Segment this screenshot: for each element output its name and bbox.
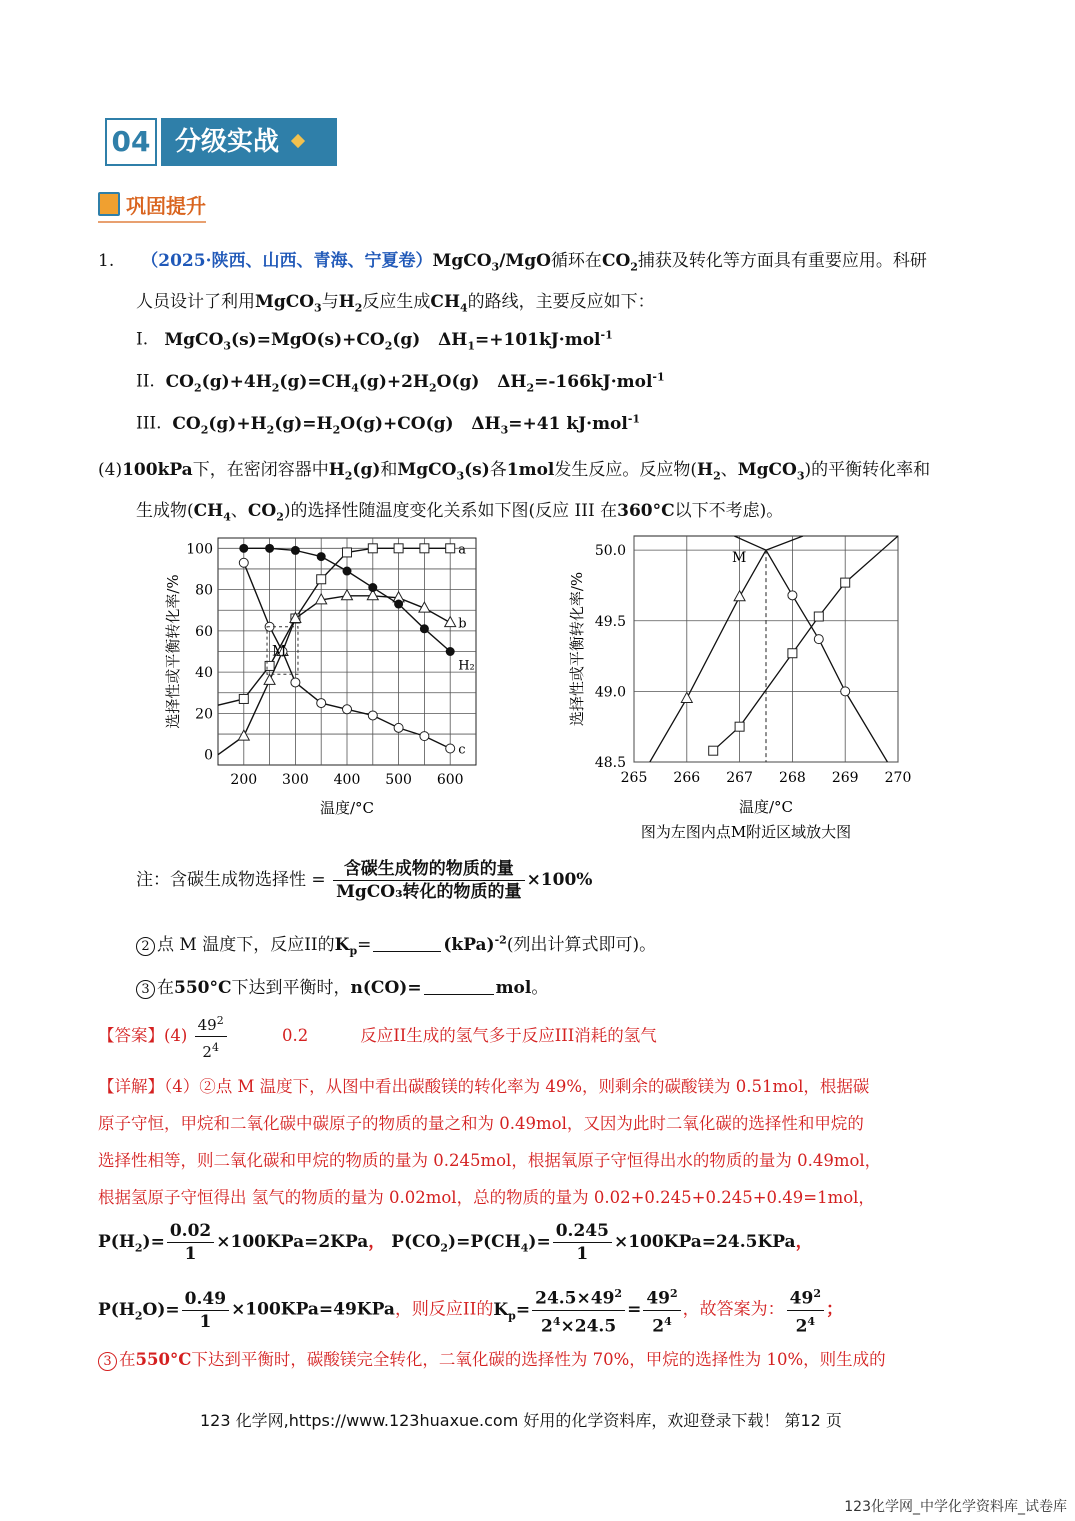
data-point [394, 544, 403, 553]
text: 360°C [617, 501, 675, 521]
answer-blank[interactable] [373, 950, 441, 952]
text: 49 [646, 1288, 670, 1309]
section-title-text: 分级实战 [175, 127, 280, 157]
annotation-m: M [272, 643, 287, 660]
y-axis-label: 选择性或平衡转化率/% [568, 571, 586, 727]
section-badge [105, 118, 335, 166]
series-label: H₂ [458, 658, 475, 674]
y-tick-label: 20 [195, 706, 213, 723]
text: 0.49 [182, 1288, 229, 1311]
data-point [266, 544, 274, 552]
text: )的选择性随温度变化关系如下图(反应 III 在 [283, 501, 618, 521]
text: 24.5×49 [535, 1288, 615, 1309]
data-point [841, 578, 850, 587]
answer-label: 【答案】(4) [98, 1026, 188, 1045]
question-source: （2025·陕西、山西、青海、宁夏卷） [141, 251, 433, 271]
text: 与 [321, 292, 339, 312]
data-point [446, 648, 454, 656]
question-line-2: 人员设计了利用MgCO$_3$与$H_2$反应生成$CH_4$的路线，主要反应如下： [136, 292, 655, 315]
data-point [265, 661, 274, 670]
series-line [650, 536, 803, 762]
y-tick-label: 60 [195, 623, 213, 640]
text: ×100KPa=24.5KPa [613, 1232, 796, 1252]
text: 下达到平衡时， [231, 978, 351, 998]
section-number: 04 [105, 118, 157, 166]
reaction-2: II. $CO_2(g)+4H_2(g)=CH_4(g)+2H_2O(g)$ $\Delta H_2=-166kJ\cdot mol^{-1}$ [136, 370, 665, 395]
note [136, 858, 592, 903]
data-point [709, 746, 718, 755]
reaction-1: I. $MgCO_3(s)=MgO(s)+CO_2(g)$ $\Delta H_1=+101kJ\cdot mol^{-1}$ [136, 328, 613, 353]
question-number: 1. [98, 251, 115, 271]
y-tick-label: 50.0 [594, 543, 626, 560]
text: 以下不考虑)。 [674, 501, 784, 521]
text: )的平衡转化率和 [804, 460, 931, 480]
data-point [395, 600, 403, 608]
reaction-label: III. [136, 413, 162, 434]
x-axis-label: 温度/°C [319, 799, 375, 817]
data-point [445, 617, 456, 627]
chart-caption: 图为左图内点M附近区域放大图 [640, 823, 852, 841]
answer-reason: 反应II生成的氢气多于反应III消耗的氢气 [360, 1026, 657, 1045]
page-footer: 123 化学网,https://www.123huaxue.com 好用的化学资料库，欢迎登录下载！ 第12 页 [200, 1411, 842, 1430]
series-label: c [458, 742, 466, 758]
x-tick-label: 200 [230, 772, 258, 788]
subheading-text: 巩固提升 [126, 194, 206, 218]
y-tick-label: 48.5 [594, 755, 626, 771]
y-tick-label: 40 [195, 665, 213, 682]
note-suffix: ×100% [526, 870, 593, 890]
data-point [368, 711, 377, 720]
detail-line-1: 【详解】（4）②点 M 温度下，从图中看出碳酸镁的转化率为 49%，则剩余的碳酸镁为 0.51mol，根据碳 [98, 1077, 870, 1096]
text: ×100KPa=49KPa [231, 1299, 395, 1320]
text: 550°C [174, 978, 232, 998]
text: 人员设计了利用 [136, 292, 255, 312]
text: 在 [157, 978, 174, 998]
text: 反应生成 [362, 292, 431, 312]
equation-pressures: $P(H_2)=$ $\frac{0.02}{1}$ ×100KPa=2KPa， $P(CO_2)=P(CH_4)=$ $\frac{0.245}{1}$ ×100KPa=24.5KPa， [98, 1221, 813, 1264]
text: 2 [202, 1043, 212, 1061]
diamond-icon [291, 134, 305, 148]
y-tick-label: 100 [186, 541, 213, 558]
reaction-label: II. [136, 371, 155, 392]
circled-number: 3 [136, 980, 155, 999]
data-point [420, 625, 428, 633]
chart-right [560, 530, 920, 850]
note-numerator: 含碳生成物的物质的量 [333, 858, 525, 881]
subheading [98, 190, 206, 223]
data-point [369, 584, 377, 592]
question-3 [136, 973, 548, 999]
text: 1mol [506, 460, 555, 480]
circled-number: 2 [136, 937, 155, 956]
text: 、 [230, 501, 248, 521]
data-point [239, 694, 248, 703]
text: 0.245 [553, 1220, 612, 1243]
y-axis-label: 选择性或平衡转化率/% [164, 574, 182, 729]
data-point [841, 687, 850, 696]
note-denominator: MgCO₃转化的物质的量 [336, 882, 522, 902]
data-point [735, 722, 744, 731]
data-point [420, 544, 429, 553]
text: 捕获及转化等方面具有重要应用。科研 [637, 251, 927, 271]
text: 550°C [135, 1350, 192, 1369]
data-point [317, 575, 326, 584]
text: 1 [184, 1244, 197, 1264]
x-tick-label: 269 [831, 770, 859, 786]
data-point [291, 678, 300, 687]
text: n(CO)= [350, 978, 422, 998]
detail-line-3: 选择性相等，则二氧化碳和甲烷的物质的量为 0.245mol，根据氧原子守恒得出水的物质的量为 0.49mol， [98, 1151, 882, 1170]
data-point [734, 591, 745, 601]
x-tick-label: 265 [620, 770, 648, 786]
section-title [161, 118, 337, 166]
text: (列出计算式即可)。 [506, 935, 657, 955]
data-point [239, 558, 248, 567]
text: 和 [380, 460, 398, 480]
data-point [317, 699, 326, 708]
data-point [394, 723, 403, 732]
x-tick-label: 500 [385, 772, 412, 788]
text: = [357, 935, 372, 955]
text: 生成物( [136, 501, 194, 521]
question-line-1: 1. （2025·陕西、山西、青海、宁夏卷）MgCO$_3$/MgO循环在$CO_2$捕获及转化等方面具有重要应用。科研 [98, 251, 927, 274]
text: 循环在 [550, 251, 602, 271]
text: mol [495, 978, 532, 998]
text: 各 [489, 460, 507, 480]
detail-line-9: 3 在550°C下达到平衡时，碳酸镁完全转化，二氧化碳的选择性为 70%，甲烷的选择性为 10%，则生成的 [98, 1346, 886, 1371]
text: 点 M 温度下，反应II的 [157, 935, 335, 955]
text: 在 [119, 1350, 136, 1369]
x-axis-label: 温度/°C [738, 798, 794, 816]
text: 2 [541, 1316, 553, 1337]
data-point [240, 544, 248, 552]
data-point [814, 635, 823, 644]
data-point [317, 553, 325, 561]
data-point [788, 649, 797, 658]
text: 0.02 [167, 1220, 214, 1243]
text: (kPa) [443, 935, 495, 955]
x-tick-label: 270 [884, 770, 912, 786]
part4-line-1: (4)100kPa下，在密闭容器中$H_2(g)$和MgCO$_3$(s)各1mol发生反应。反应物($H_2$、MgCO$_3$)的平衡转化率和 [98, 460, 931, 483]
text: 49 [789, 1288, 814, 1309]
data-point [343, 705, 352, 714]
question-2: 2 点 M 温度下，反应II的$K_p= (kPa)^{-2}$(列出计算式即可)。 [136, 930, 656, 957]
text: 下，在密闭容器中 [192, 460, 329, 480]
answer-line: 【答案】(4) $\frac{49^2}{2^4}$ 0.2 反应II生成的氢气多于反应III消耗的氢气 [98, 1010, 657, 1063]
data-point [446, 544, 455, 553]
data-point [343, 567, 351, 575]
text: 1 [576, 1244, 589, 1264]
y-tick-label: 49.0 [594, 684, 626, 701]
series-label: b [458, 616, 467, 632]
text: 。 [531, 978, 549, 998]
series-line [218, 548, 450, 705]
detail-line-2: 原子守恒，甲烷和二氧化碳中碳原子的物质的量之和为 0.49mol，又因为此时二氧化碳的选择性和甲烷的 [98, 1114, 864, 1133]
data-point [446, 744, 455, 753]
text: (4) [98, 460, 123, 480]
data-point [343, 548, 352, 557]
data-point [342, 590, 353, 600]
text: 49 [197, 1016, 217, 1034]
y-tick-label: 0 [204, 747, 213, 764]
x-tick-label: 266 [673, 770, 701, 786]
text: ，故答案为： [682, 1299, 785, 1320]
book-icon [98, 192, 120, 216]
series-line [713, 536, 898, 751]
text: 2 [795, 1316, 808, 1337]
text: 下达到平衡时，碳酸镁完全转化，二氧化碳的选择性为 70%，甲烷的选择性为 10%，则生成的 [191, 1350, 886, 1369]
detail-line-4: 根据氢原子守恒得出 氢气的物质的量为 0.02mol，总的物质的量为 0.02+0.245+0.245+0.49=1mol， [98, 1188, 875, 1207]
data-point [238, 730, 249, 740]
data-point [788, 591, 797, 600]
y-tick-label: 49.5 [594, 613, 626, 630]
x-tick-label: 600 [436, 772, 464, 788]
text: 发生反应。反应物( [554, 460, 698, 480]
series-line [734, 536, 887, 762]
x-tick-label: 267 [726, 770, 753, 786]
answer-value: 0.2 [281, 1026, 309, 1045]
reaction-3: III. $CO_2(g)+H_2(g)=H_2O(g)+CO(g)$ $\Delta H_3=+41$ kJ·mol$^{-1}$ [136, 412, 641, 437]
data-point [814, 612, 823, 621]
text: 2 [652, 1316, 665, 1337]
text: 100kPa [122, 460, 193, 480]
data-point [291, 546, 299, 554]
text: 、 [720, 460, 738, 480]
data-point [264, 674, 275, 684]
text: ×100KPa=2KPa [216, 1232, 369, 1252]
equation-kp: $P(H_2O)=$ $\frac{0.49}{1}$ ×100KPa=49KPa，则反应II的$K_p=$ $\frac{24.5\times 49^2}{2^4\times 24.5}$ = $\frac{49^2}{2^4}$ ，故答案为： $\frac{49^2}{2^4}$ ； [98, 1283, 843, 1337]
chart-left [150, 530, 490, 820]
x-tick-label: 300 [282, 772, 309, 788]
data-point [420, 732, 429, 741]
reaction-label: I. [136, 329, 149, 350]
answer-blank[interactable] [424, 993, 494, 995]
part4-line-2: 生成物($CH_4$、$CO_2$)的选择性随温度变化关系如下图(反应 III 在360°C以下不考虑)。 [136, 501, 784, 524]
watermark: 123化学网_中学化学资料库_试卷库 [844, 1499, 1067, 1515]
series-label: a [458, 542, 466, 558]
text: ，则反应II的 [394, 1299, 494, 1320]
y-tick-label: 80 [195, 582, 213, 599]
x-tick-label: 268 [779, 770, 806, 786]
text: 的路线，主要反应如下： [467, 292, 655, 312]
data-point [368, 544, 377, 553]
note-prefix: 注：含碳生成物选择性 = [136, 870, 326, 890]
annotation-m: M [732, 550, 747, 567]
data-point [681, 692, 692, 702]
x-tick-label: 400 [333, 772, 361, 788]
text: 1 [199, 1311, 212, 1332]
text: ×24.5 [560, 1316, 617, 1337]
